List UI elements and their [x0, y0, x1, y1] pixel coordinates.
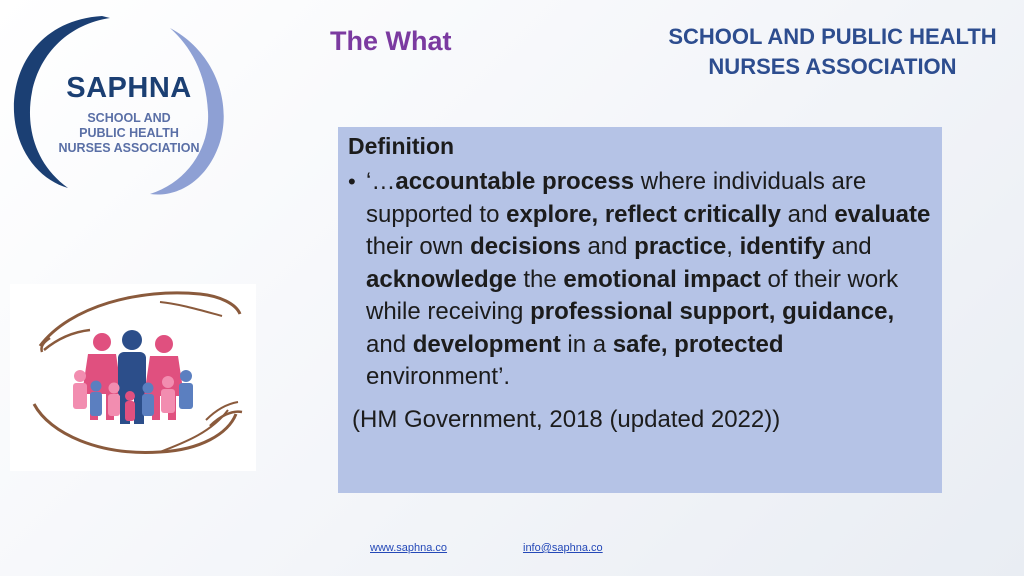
logo-name: SAPHNA: [66, 72, 192, 104]
definition-text: [366, 166, 932, 394]
definition-heading: Definition: [348, 133, 455, 159]
logo-ring-icon: [10, 12, 235, 202]
definition-keyword: evaluate: [834, 200, 931, 228]
definition-fragment: and: [366, 330, 413, 358]
definition-keyword: safe, protected: [612, 330, 784, 358]
definition-fragment: of their work while receiving: [366, 265, 899, 325]
definition-keyword: development: [412, 330, 561, 358]
definition-fragment: and: [580, 233, 635, 260]
definition-fragment: the: [516, 265, 564, 293]
definition-box: [338, 127, 942, 493]
website-link[interactable]: www.saphna.co: [370, 542, 448, 554]
definition-fragment: where individuals are supported to: [366, 168, 867, 228]
definition-bullet-item: [348, 166, 932, 394]
family-figures: [73, 330, 193, 424]
definition-fragment: ‘…: [366, 168, 396, 195]
definition-fragment: environment’.: [366, 363, 511, 390]
definition-keyword: decisions: [470, 233, 581, 260]
hands-family-icon: [10, 284, 256, 471]
definition-keyword: explore, reflect critically: [506, 200, 781, 228]
bullet-icon: •: [348, 169, 356, 194]
definition-fragment: their own: [366, 233, 471, 260]
definition-keyword: practice: [634, 233, 727, 260]
definition-keyword: professional support, guidance,: [530, 298, 895, 325]
email-link[interactable]: info@saphna.co: [523, 542, 603, 554]
definition-keyword: accountable process: [395, 168, 635, 195]
org-name: SCHOOL AND PUBLIC HEALTH NURSES ASSOCIATION: [668, 24, 997, 79]
definition-keyword: identify: [739, 233, 825, 260]
definition-fragment: and: [824, 233, 872, 260]
definition-keyword: emotional impact: [563, 265, 761, 293]
hands-family-illustration: [10, 284, 256, 471]
definition-fragment: and: [780, 200, 835, 228]
definition-keyword: acknowledge: [366, 265, 517, 293]
citation: (HM Government, 2018 (updated 2022)): [352, 405, 781, 433]
slide-title: The What: [330, 26, 452, 56]
logo-subtitle: SCHOOL AND PUBLIC HEALTH NURSES ASSOCIATION: [58, 111, 200, 155]
definition-fragment: ,: [726, 233, 740, 260]
saphna-logo: [10, 12, 235, 202]
definition-fragment: in a: [560, 330, 613, 358]
